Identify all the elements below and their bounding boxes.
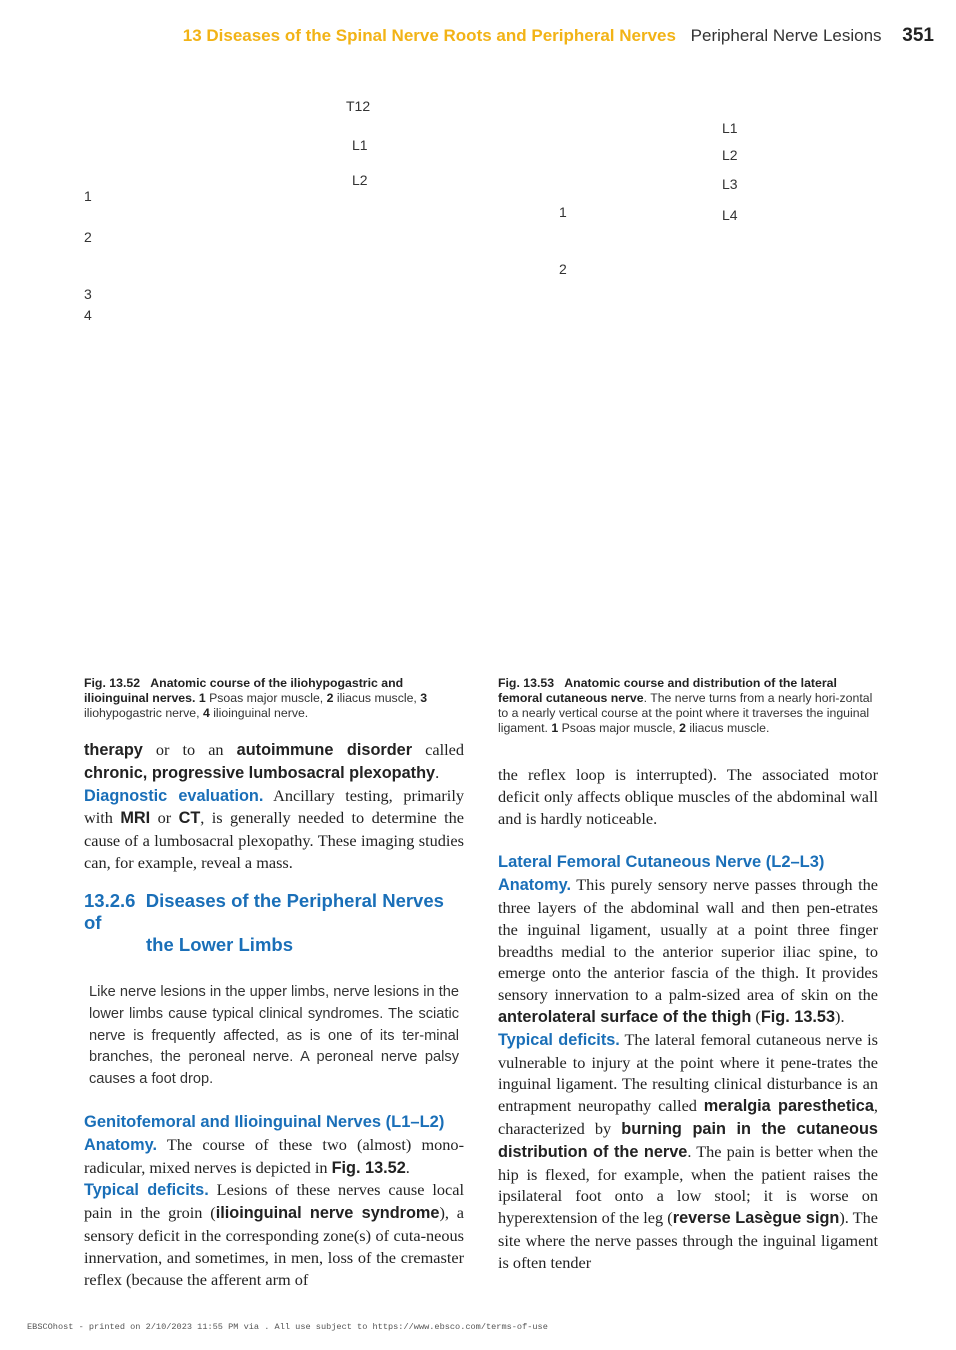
- caption-item-num: 1: [198, 691, 206, 705]
- caption-item-num: 2: [326, 691, 334, 705]
- print-footer: EBSCOhost - printed on 2/10/2023 11:55 PM via . All use subject to https://www.ebsco.com/terms-of-use: [27, 1322, 548, 1332]
- caption-text: . The nerve turns from a nearly hori-zontal to a nearly vertical course at the point where it traverses the inguinal ligament.: [498, 691, 873, 735]
- run-in-heading: Typical deficits.: [498, 1030, 620, 1049]
- text: ), a sensory deficit in the corresponding zone(s) of cuta-neous innervation, and sometimes, in men, loss of the cremaster reflex (because the afferent arm of: [84, 1203, 465, 1289]
- text: ).: [835, 1006, 845, 1026]
- bold-term: meralgia paresthetica: [703, 1097, 874, 1116]
- caption-item-num: 3: [420, 691, 428, 705]
- caption-item-text: Psoas major muscle,: [205, 691, 327, 705]
- text: This purely sensory nerve passes through the three layers of the abdominal wall and then pen-etrates the inguinal ligament, usually at a point three finger breadths medial to the anterior superior iliac spine, to emerge onto the anterior fascia of the thigh. It provides sensory innervation to a palm-sized area of skin on the: [498, 875, 878, 1005]
- figure-label-l2: L2: [352, 172, 368, 188]
- page-number: 351: [902, 25, 934, 46]
- text: .: [435, 762, 440, 782]
- text: or to an: [142, 740, 237, 759]
- figure-label-l1: L1: [352, 137, 368, 153]
- caption-item-text: iliacus muscle.: [685, 721, 770, 735]
- bold-term: burning pain in the cutaneous distribution of the nerve: [498, 1119, 878, 1161]
- subsection-heading: Lateral Femoral Cutaneous Nerve (L2–L3): [498, 853, 825, 872]
- paragraph: [84, 785, 464, 874]
- right-column: [498, 764, 878, 1274]
- caption-item-text: ilioinguinal nerve.: [209, 706, 309, 720]
- figure-label-l3: L3: [722, 176, 738, 192]
- section-intro: Like nerve lesions in the upper limbs, nerve lesions in the lower limbs cause typical clinical syndromes. The sciatic nerve is frequently affected, as is one of its ter-minal branches, the peroneal nerve. A peroneal nerve palsy causes a foot drop.: [89, 984, 459, 1088]
- running-head: [183, 25, 934, 47]
- figure-reference: Fig. 13.53: [760, 1007, 836, 1026]
- paragraph: [498, 874, 878, 1029]
- caption-label: Fig. 13.53: [498, 676, 555, 690]
- caption-title: Anatomic course and distribution of the lateral femoral cutaneous nerve: [498, 676, 837, 705]
- text: or: [150, 808, 179, 828]
- section-heading: [84, 890, 464, 956]
- text: . The pain is better when the hip is flexed, for example, when the patient raises the ipsilateral foot onto a low stool; it is worse on hyperextension of the leg (: [498, 1141, 878, 1228]
- text: called: [412, 740, 464, 759]
- chapter-title: 13 Diseases of the Spinal Nerve Roots and Peripheral Nerves: [182, 26, 676, 45]
- run-in-heading: Diagnostic evaluation.: [84, 786, 264, 805]
- caption-item-num: 2: [679, 721, 686, 735]
- section-number: 13.2.6: [84, 890, 136, 911]
- paragraph: the reflex loop is interrupted). The associated motor deficit only affects oblique muscles of the abdominal wall and is hardly noticeable.: [498, 765, 878, 828]
- figure-caption-13-52: [84, 676, 454, 721]
- figure-label-l1: L1: [722, 120, 738, 136]
- bold-term: autoimmune disorder: [236, 741, 413, 759]
- text: Ancillary testing, primarily with: [84, 785, 464, 828]
- paragraph: [84, 1134, 464, 1180]
- text: , characterized by: [498, 1096, 878, 1138]
- figure-number-1: 1: [559, 204, 567, 220]
- text: .: [405, 1157, 410, 1177]
- section-title-line: Diseases of the Peripheral Nerves of: [84, 890, 444, 933]
- bold-term: anterolateral surface of the thigh: [498, 1007, 752, 1026]
- left-column-top: [84, 739, 464, 874]
- figure-number-3: 3: [84, 286, 92, 302]
- bold-term: reverse Lasègue sign: [672, 1209, 840, 1228]
- caption-item-num: 1: [551, 721, 559, 735]
- run-in-heading: Anatomy.: [498, 876, 571, 895]
- run-in-heading: Anatomy.: [84, 1135, 157, 1154]
- left-column-bottom: [84, 1112, 464, 1290]
- caption-item-num: 4: [202, 706, 210, 720]
- text: ). The site where the nerve passes through the inguinal ligament is often tender: [498, 1208, 878, 1272]
- bold-term: CT: [178, 809, 201, 828]
- section-title-line: the Lower Limbs: [146, 934, 293, 955]
- paragraph: [84, 739, 464, 785]
- section-title: Peripheral Nerve Lesions: [690, 26, 882, 45]
- bold-term: chronic, progressive lumbosacral plexopathy: [84, 763, 436, 782]
- figure-label-t12: T12: [346, 98, 371, 114]
- figure-reference: Fig. 13.52: [331, 1158, 406, 1177]
- text: Lesions of these nerves cause local pain in the groin (: [84, 1180, 465, 1223]
- caption-title: Anatomic course of the iliohypogastric and ilioinguinal nerves.: [84, 676, 404, 705]
- bold-term: MRI: [120, 809, 151, 828]
- figure-caption-13-53: [498, 676, 878, 736]
- figure-label-l4: L4: [722, 207, 738, 223]
- paragraph: [84, 1179, 464, 1290]
- bold-term: therapy: [84, 741, 143, 759]
- caption-item-text: Psoas major muscle,: [558, 721, 680, 735]
- paragraph: [498, 1029, 878, 1274]
- text: , is generally needed to determine the cause of a lumbosacral plexopathy. These imaging studies can, for example, reveal a mass.: [84, 808, 464, 872]
- bold-term: ilioinguinal nerve syndrome: [215, 1204, 440, 1223]
- text: (: [751, 1006, 761, 1026]
- figure-number-2: 2: [559, 261, 567, 277]
- text: The lateral femoral cutaneous nerve is vulnerable to injury at the point where it pene-trates the inguinal ligament. The resulting clinical disturbance is an entrapment neuropathy called: [498, 1029, 878, 1116]
- caption-item-text: iliohypogastric nerve,: [84, 706, 203, 720]
- figure-number-2: 2: [84, 229, 92, 245]
- figure-number-1: 1: [84, 188, 92, 204]
- caption-label: Fig. 13.52: [84, 676, 141, 690]
- caption-item-text: iliacus muscle,: [333, 691, 421, 705]
- text: The course of these two (almost) mono-radicular, mixed nerves is depicted in: [84, 1134, 464, 1177]
- figure-number-4: 4: [84, 307, 92, 323]
- subsection-heading: Genitofemoral and Ilioinguinal Nerves (L1–L2): [84, 1113, 445, 1131]
- figure-label-l2: L2: [722, 147, 738, 163]
- run-in-heading: Typical deficits.: [84, 1181, 209, 1200]
